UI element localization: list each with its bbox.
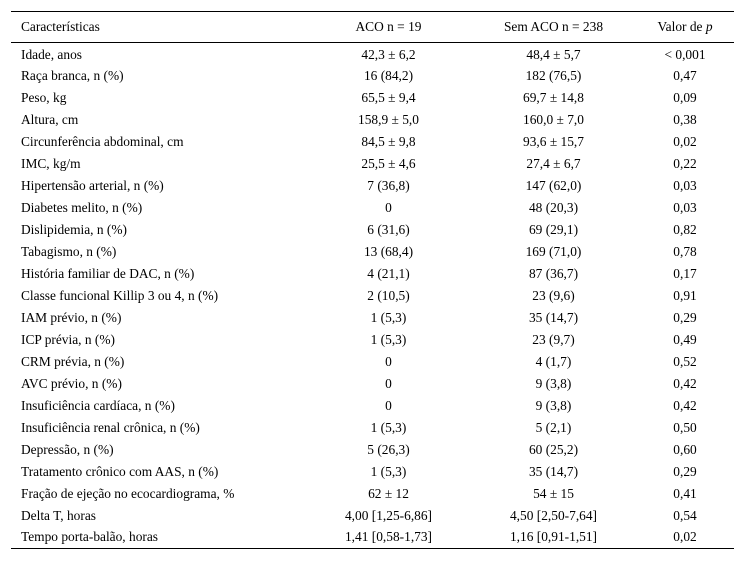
row-label: História familiar de DAC, n (%) bbox=[21, 265, 195, 281]
row-label: Fração de ejeção no ecocardiograma, % bbox=[21, 485, 235, 501]
row-aco-value: 13 (68,4) bbox=[363, 243, 414, 259]
row-aco-value: 1 (5,3) bbox=[370, 331, 407, 347]
row-aco-value: 158,9 ± 5,0 bbox=[358, 111, 419, 127]
row-p-value: 0,29 bbox=[673, 309, 697, 325]
row-aco-value: 7 (36,8) bbox=[367, 177, 410, 193]
table-row bbox=[11, 241, 734, 263]
row-label: Circunferência abdominal, cm bbox=[21, 133, 184, 149]
row-sem-aco-value: 35 (14,7) bbox=[528, 463, 579, 479]
row-p-value: 0,29 bbox=[673, 463, 697, 479]
row-label: IAM prévio, n (%) bbox=[21, 309, 122, 325]
row-label: Dislipidemia, n (%) bbox=[21, 221, 127, 237]
table-row bbox=[11, 87, 734, 109]
table-row bbox=[11, 285, 734, 307]
row-sem-aco-value: 69,7 ± 14,8 bbox=[523, 89, 584, 105]
row-label: Insuficiência renal crônica, n (%) bbox=[21, 419, 200, 435]
row-label: Diabetes melito, n (%) bbox=[21, 199, 143, 215]
row-p-value: 0,78 bbox=[673, 243, 697, 259]
characteristics-table bbox=[11, 11, 734, 549]
header-row bbox=[11, 12, 734, 43]
row-sem-aco-value: 147 (62,0) bbox=[525, 177, 582, 193]
row-p-value: 0,38 bbox=[673, 111, 697, 127]
table-row bbox=[11, 417, 734, 439]
row-aco-value: 2 (10,5) bbox=[367, 287, 410, 303]
row-p-value: 0,03 bbox=[673, 199, 697, 215]
row-sem-aco-value: 54 ± 15 bbox=[533, 485, 574, 501]
characteristics-table-container bbox=[11, 11, 724, 549]
table-row bbox=[11, 483, 734, 505]
table-row bbox=[11, 527, 734, 549]
row-aco-value: 5 (26,3) bbox=[367, 441, 410, 457]
row-sem-aco-value: 60 (25,2) bbox=[528, 441, 579, 457]
row-p-value: 0,54 bbox=[673, 507, 697, 523]
table-row bbox=[11, 43, 734, 65]
table-row bbox=[11, 505, 734, 527]
row-p-value: 0,02 bbox=[673, 133, 697, 149]
row-sem-aco-value: 35 (14,7) bbox=[528, 309, 579, 325]
row-sem-aco-value: 9 (3,8) bbox=[535, 397, 572, 413]
row-p-value: 0,47 bbox=[673, 67, 697, 83]
table-row bbox=[11, 439, 734, 461]
row-aco-value: 0 bbox=[385, 199, 392, 215]
row-aco-value: 0 bbox=[385, 375, 392, 391]
header-p-value bbox=[636, 12, 734, 43]
table-row bbox=[11, 263, 734, 285]
row-aco-value: 62 ± 12 bbox=[368, 485, 409, 501]
table-row bbox=[11, 307, 734, 329]
row-label: Hipertensão arterial, n (%) bbox=[21, 177, 164, 193]
header-characteristics: Características bbox=[11, 12, 306, 43]
row-p-value: 0,42 bbox=[673, 375, 697, 391]
row-p-value: < 0,001 bbox=[664, 46, 706, 62]
table-row bbox=[11, 153, 734, 175]
row-label: ICP prévia, n (%) bbox=[21, 331, 115, 347]
row-p-value: 0,42 bbox=[673, 397, 697, 413]
row-p-value: 0,50 bbox=[673, 419, 697, 435]
row-aco-value: 0 bbox=[385, 353, 392, 369]
row-sem-aco-value: 160,0 ± 7,0 bbox=[523, 111, 584, 127]
row-aco-value: 1 (5,3) bbox=[370, 419, 407, 435]
row-p-value: 0,22 bbox=[673, 155, 697, 171]
row-p-value: 0,41 bbox=[673, 485, 697, 501]
row-sem-aco-value: 48 (20,3) bbox=[528, 199, 579, 215]
header-aco-group: ACO n = 19 bbox=[306, 12, 471, 43]
row-label: Delta T, horas bbox=[21, 507, 96, 523]
row-sem-aco-value: 4,50 [2,50-7,64] bbox=[509, 507, 598, 523]
row-sem-aco-value: 93,6 ± 15,7 bbox=[523, 133, 584, 149]
row-label: Idade, anos bbox=[21, 46, 82, 62]
table-row bbox=[11, 329, 734, 351]
header-p-value-prefix: Valor de bbox=[657, 19, 706, 34]
row-p-value: 0,03 bbox=[673, 177, 697, 193]
row-sem-aco-value: 48,4 ± 5,7 bbox=[526, 46, 581, 62]
row-p-value: 0,02 bbox=[636, 527, 734, 549]
table-row bbox=[11, 461, 734, 483]
row-label: Classe funcional Killip 3 ou 4, n (%) bbox=[21, 287, 219, 303]
row-p-value: 0,82 bbox=[673, 221, 697, 237]
table-row bbox=[11, 219, 734, 241]
table-row bbox=[11, 175, 734, 197]
row-aco-value: 4 (21,1) bbox=[367, 265, 410, 281]
row-aco-value: 0 bbox=[385, 397, 392, 413]
row-aco-value: 65,5 ± 9,4 bbox=[361, 89, 416, 105]
row-aco-value: 42,3 ± 6,2 bbox=[361, 46, 416, 62]
row-sem-aco-value: 87 (36,7) bbox=[528, 265, 579, 281]
row-sem-aco-value: 23 (9,7) bbox=[532, 331, 575, 347]
row-aco-value: 16 (84,2) bbox=[363, 67, 414, 83]
row-label: Altura, cm bbox=[21, 111, 79, 127]
row-label: Peso, kg bbox=[21, 89, 67, 105]
row-aco-value: 1 (5,3) bbox=[370, 309, 407, 325]
row-label: Depressão, n (%) bbox=[21, 441, 114, 457]
table-row bbox=[11, 395, 734, 417]
row-aco-value: 84,5 ± 9,8 bbox=[361, 133, 416, 149]
row-sem-aco-value: 182 (76,5) bbox=[525, 67, 582, 83]
row-label: Insuficiência cardíaca, n (%) bbox=[21, 397, 175, 413]
row-label: Raça branca, n (%) bbox=[21, 67, 124, 83]
row-sem-aco-value: 5 (2,1) bbox=[535, 419, 572, 435]
row-p-value: 0,09 bbox=[673, 89, 697, 105]
row-p-value: 0,60 bbox=[673, 441, 697, 457]
row-aco-value: 1 (5,3) bbox=[370, 463, 407, 479]
row-sem-aco-value: 4 (1,7) bbox=[535, 353, 572, 369]
row-p-value: 0,91 bbox=[673, 287, 697, 303]
row-aco-value: 25,5 ± 4,6 bbox=[361, 155, 416, 171]
table-row bbox=[11, 131, 734, 153]
table-row bbox=[11, 351, 734, 373]
row-aco-value: 1,41 [0,58-1,73] bbox=[306, 527, 471, 549]
row-aco-value: 4,00 [1,25-6,86] bbox=[344, 507, 433, 523]
row-label: IMC, kg/m bbox=[21, 155, 81, 171]
row-label: Tabagismo, n (%) bbox=[21, 243, 117, 259]
table-row bbox=[11, 109, 734, 131]
row-sem-aco-value: 69 (29,1) bbox=[528, 221, 579, 237]
row-label: Tempo porta-balão, horas bbox=[11, 527, 306, 549]
row-sem-aco-value: 23 (9,6) bbox=[532, 287, 575, 303]
row-sem-aco-value: 1,16 [0,91-1,51] bbox=[471, 527, 636, 549]
table-row bbox=[11, 65, 734, 87]
row-label: Tratamento crônico com AAS, n (%) bbox=[21, 463, 219, 479]
table-body bbox=[11, 43, 734, 549]
row-p-value: 0,49 bbox=[673, 331, 697, 347]
row-label: AVC prévio, n (%) bbox=[21, 375, 122, 391]
table-row bbox=[11, 373, 734, 395]
row-sem-aco-value: 9 (3,8) bbox=[535, 375, 572, 391]
row-p-value: 0,17 bbox=[673, 265, 697, 281]
row-sem-aco-value: 27,4 ± 6,7 bbox=[526, 155, 581, 171]
row-p-value: 0,52 bbox=[673, 353, 697, 369]
header-sem-aco-group: Sem ACO n = 238 bbox=[471, 12, 636, 43]
row-label: CRM prévia, n (%) bbox=[21, 353, 125, 369]
table-row bbox=[11, 197, 734, 219]
table-header bbox=[11, 12, 734, 43]
row-sem-aco-value: 169 (71,0) bbox=[525, 243, 582, 259]
header-p-value-symbol: p bbox=[705, 19, 713, 34]
row-aco-value: 6 (31,6) bbox=[367, 221, 410, 237]
